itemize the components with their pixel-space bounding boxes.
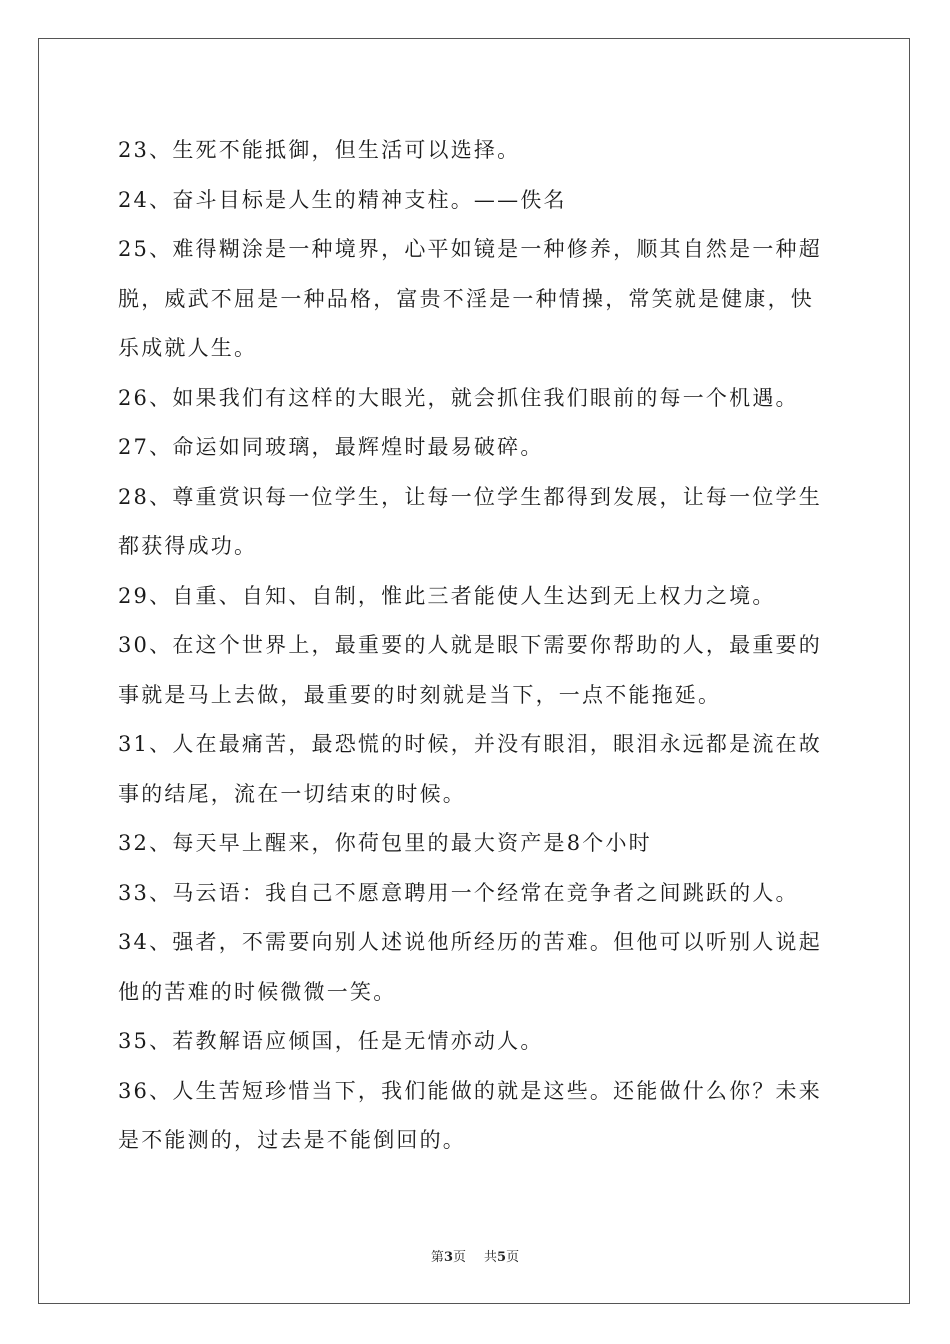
text-line: 27、命运如同玻璃，最辉煌时最易破碎。 xyxy=(118,435,544,459)
text-line: 事就是马上去做，最重要的时刻就是当下，一点不能拖延。 xyxy=(118,682,722,707)
text-line: 31、人在最痛苦，最恐慌的时候，并没有眼泪，眼泪永远都是流在故 xyxy=(118,732,822,756)
text-line: 26、如果我们有这样的大眼光，就会抓住我们眼前的每一个机遇。 xyxy=(118,385,799,410)
text-line: 都获得成功。 xyxy=(118,534,258,558)
text-line: 25、难得糊涂是一种境界，心平如镜是一种修养，顺其自然是一种超 xyxy=(118,237,822,261)
text-line: 33、马云语：我自己不愿意聘用一个经常在竞争者之间跳跃的人。 xyxy=(118,880,799,905)
text-line: 29、自重、自知、自制，惟此三者能使人生达到无上权力之境。 xyxy=(118,583,776,608)
document-body xyxy=(118,126,834,1166)
page-number: 第3页 xyxy=(430,1250,466,1265)
text-line: 他的苦难的时候微微一笑。 xyxy=(118,979,397,1004)
text-line: 30、在这个世界上，最重要的人就是眼下需要你帮助的人，最重要的 xyxy=(118,633,822,657)
text-line: 乐成就人生。 xyxy=(118,336,258,360)
text-line: 34、强者，不需要向别人述说他所经历的苦难。但他可以听别人说起 xyxy=(118,930,822,954)
text-line: 24、奋斗目标是人生的精神支柱。——佚名 xyxy=(118,187,567,212)
text-line: 36、人生苦短珍惜当下，我们能做的就是这些。还能做什么你？未来 xyxy=(118,1078,822,1103)
text-line: 是不能测的，过去是不能倒回的。 xyxy=(118,1128,466,1152)
text-line: 28、尊重赏识每一位学生，让每一位学生都得到发展，让每一位学生 xyxy=(118,484,822,509)
page-total: 共5页 xyxy=(484,1250,520,1265)
text-line: 事的结尾，流在一切结束的时候。 xyxy=(118,781,466,806)
page-footer xyxy=(0,1246,950,1265)
text-line: 脱，威武不屈是一种品格，富贵不淫是一种情操，常笑就是健康，快 xyxy=(118,286,814,311)
text-line: 32、每天早上醒来，你荷包里的最大资产是8个小时 xyxy=(118,831,652,855)
text-line: 23、生死不能抵御，但生活可以选择。 xyxy=(118,138,521,162)
text-line: 35、若教解语应倾国，任是无情亦动人。 xyxy=(118,1029,544,1053)
